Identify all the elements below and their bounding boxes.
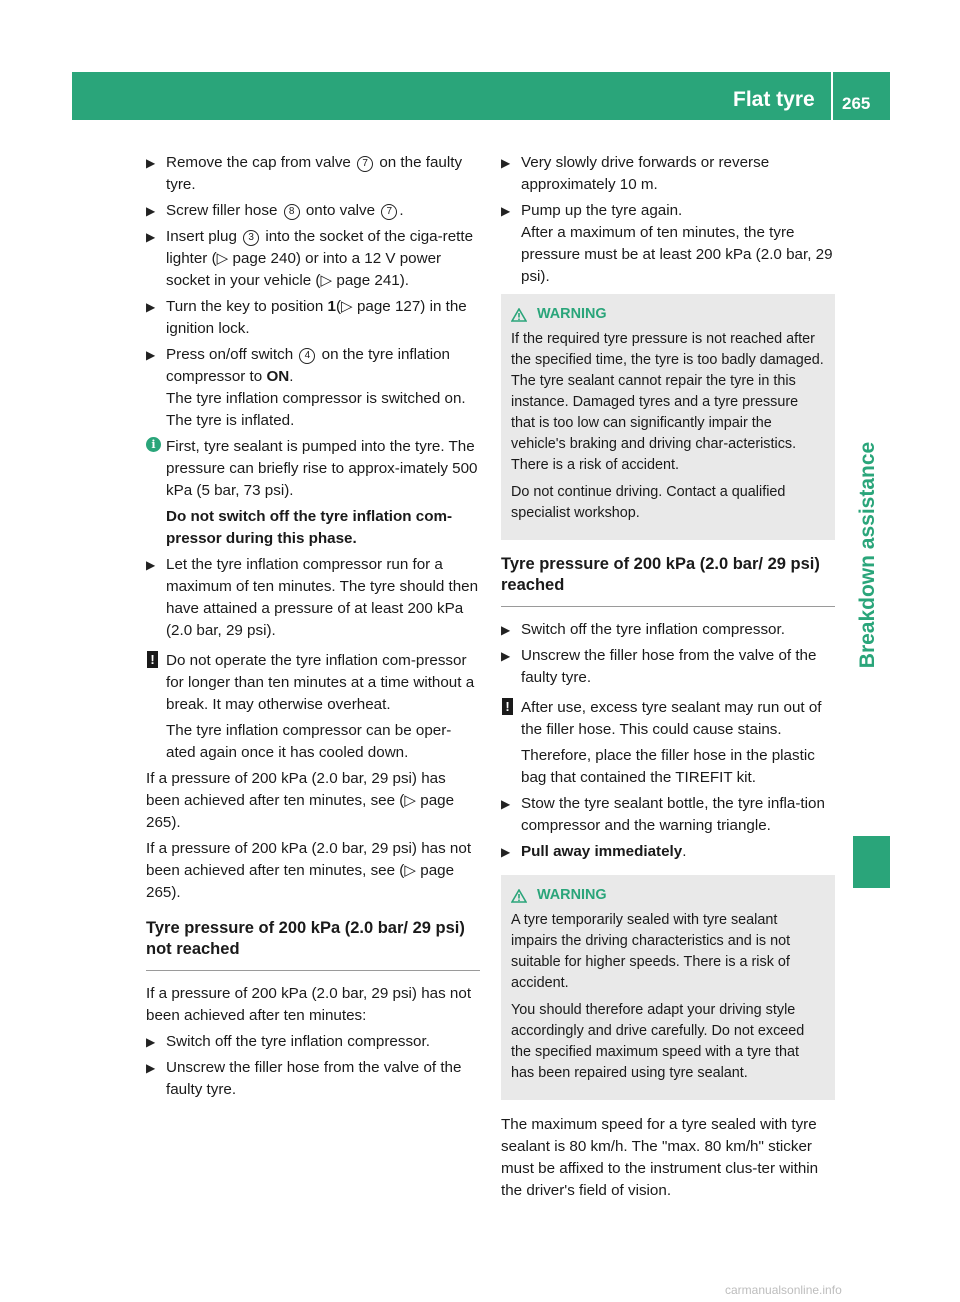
step-arrow-icon: ▶ [146, 300, 156, 314]
step: ▶ Switch off the tyre inflation compressor. [146, 1031, 480, 1053]
footer-watermark: carmanualsonline.info [725, 1283, 842, 1297]
ref-number: 4 [299, 348, 315, 364]
exclamation-icon: ! [502, 698, 513, 715]
ref-number: 8 [284, 204, 300, 220]
step-result: The tyre inflation compressor is switched on. The tyre is inflated. [166, 390, 466, 429]
info-icon: i [146, 437, 161, 452]
warning-title: WARNING [537, 887, 607, 903]
step-arrow-icon: ▶ [501, 649, 511, 663]
step-arrow-icon: ▶ [146, 204, 156, 218]
step-arrow-icon: ▶ [146, 558, 156, 572]
step: ▶ Remove the cap from valve 7 on the faulty tyre. [146, 154, 463, 193]
warning-title: WARNING [537, 306, 607, 322]
step: ▶ Insert plug 3 into the socket of the ciga-rette lighter (▷ page 240) or into a 12 V power socket in your vehicle (▷ page 241). [146, 228, 474, 289]
step-arrow-icon: ▶ [146, 1061, 156, 1075]
exclamation-icon: ! [147, 651, 158, 668]
step: ▶ Press on/off switch 4 on the tyre inflation compressor to ON. The tyre inflation compressor is switched on. The tyre is inflated. [146, 346, 466, 429]
side-tab-label: Breakdown assistance [856, 441, 879, 669]
ref-number: 7 [357, 156, 373, 172]
step: ▶ Screw filler hose 8 onto valve 7 . [146, 200, 480, 222]
info-note: i First, tyre sealant is pumped into the tyre. The pressure can briefly rise to approx-imately 500 kPa (5 bar, 73 psi). Do not switch off the tyre inflation com-pressor during this phase. [146, 436, 480, 550]
right-column [501, 152, 835, 1206]
step: ▶ Let the tyre inflation compressor run for a maximum of ten minutes. The tyre should then have attained a pressure of at least 200 kPa (2.0 bar, 29 psi). [146, 556, 479, 639]
warning-box: WARNING If the required tyre pressure is not reached after the specified time, the tyre is too badly damaged. The tyre sealant cannot repair the tyre in this instance. Damaged tyres and a tyre pressure that is too low can significantly impair the vehicle's braking and driving char-acteristics. There is a risk of accident. Do not continue driving. Contact a qualified specialist workshop. [501, 294, 835, 540]
step-arrow-icon: ▶ [501, 156, 511, 170]
step-arrow-icon: ▶ [501, 797, 511, 811]
step-arrow-icon: ▶ [146, 230, 156, 244]
section-heading: Tyre pressure of 200 kPa (2.0 bar/ 29 psi) reached [501, 554, 835, 607]
paragraph: If a pressure of 200 kPa (2.0 bar, 29 psi) has not been achieved after ten minutes: [146, 985, 472, 1024]
step-arrow-icon: ▶ [146, 348, 156, 362]
step-arrow-icon: ▶ [146, 1035, 156, 1049]
caution-note: ! Do not operate the tyre inflation com-pressor for longer than ten minutes at a time without a break. It may otherwise overheat. The tyre inflation compressor can be oper-ated again once it has cooled down. [146, 650, 480, 764]
side-marker [853, 836, 890, 888]
header-separator [831, 72, 833, 120]
side-tab [842, 420, 894, 690]
step: ▶ Pump up the tyre again. After a maximum of ten minutes, the tyre pressure must be at least 200 kPa (2.0 bar, 29 psi). [501, 202, 833, 285]
warning-triangle-icon [511, 889, 527, 903]
warning-box: WARNING A tyre temporarily sealed with tyre sealant impairs the driving characteristics and is not suitable for higher speeds. There is a risk of accident. You should therefore adapt your driving style accordingly and drive carefully. Do not exceed the specified maximum speed with a tyre that has been repaired using tyre sealant. [501, 875, 835, 1100]
step: ▶ Switch off the tyre inflation compressor. [501, 619, 835, 641]
left-column [146, 152, 480, 1105]
ref-number: 3 [243, 230, 259, 246]
section-title: Flat tyre [733, 88, 815, 111]
paragraph: If a pressure of 200 kPa (2.0 bar, 29 psi) has not been achieved after ten minutes, see (▷ page 265). [146, 840, 472, 901]
step: ▶ Unscrew the filler hose from the valve of the faulty tyre. [501, 647, 817, 686]
step: ▶ Stow the tyre sealant bottle, the tyre infla-tion compressor and the warning triangle. [501, 795, 825, 834]
step: ▶ Very slowly drive forwards or reverse approximately 10 m. [501, 154, 770, 193]
warning-triangle-icon [511, 308, 527, 322]
step-arrow-icon: ▶ [501, 204, 511, 218]
ref-number: 7 [381, 204, 397, 220]
paragraph: If a pressure of 200 kPa (2.0 bar, 29 psi) has been achieved after ten minutes, see (▷ page 265). [146, 770, 455, 831]
page-number: 265 [842, 94, 871, 113]
step: ▶ Pull away immediately. [501, 841, 835, 863]
step-arrow-icon: ▶ [501, 623, 511, 637]
step-arrow-icon: ▶ [146, 156, 156, 170]
section-heading: Tyre pressure of 200 kPa (2.0 bar/ 29 psi) not reached [146, 918, 480, 971]
step-result: After a maximum of ten minutes, the tyre pressure must be at least 200 kPa (2.0 bar, 29 psi). [521, 224, 833, 285]
step: ▶ Unscrew the filler hose from the valve of the faulty tyre. [146, 1059, 462, 1098]
step: ▶ Turn the key to position 1(▷ page 127) in the ignition lock. [146, 298, 467, 337]
step-arrow-icon: ▶ [501, 845, 511, 859]
paragraph: The maximum speed for a tyre sealed with tyre sealant is 80 km/h. The "max. 80 km/h" sticker must be affixed to the instrument clus-ter within the driver's field of vision. [501, 1116, 819, 1199]
caution-note: ! After use, excess tyre sealant may run out of the filler hose. This could cause stains. Therefore, place the filler hose in the plastic bag that contained the TIREFIT kit. [501, 697, 835, 789]
